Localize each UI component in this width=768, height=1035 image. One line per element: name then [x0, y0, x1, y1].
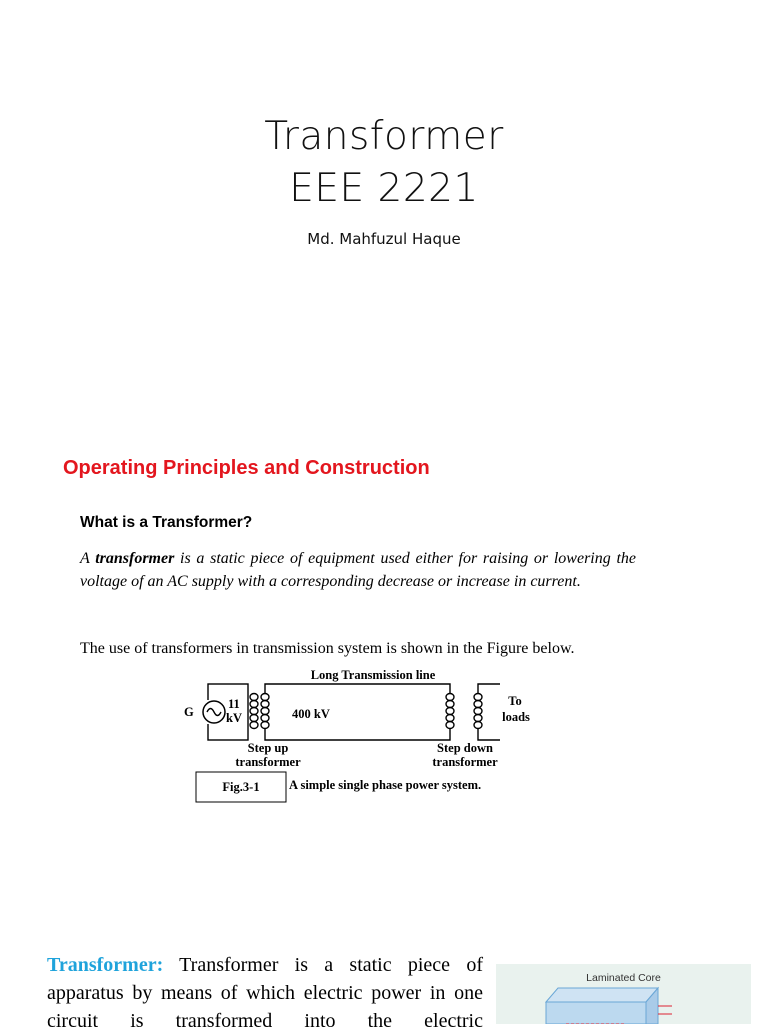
line-voltage: 400 kV: [292, 707, 330, 721]
fig-number: Fig.3-1: [222, 780, 260, 794]
slide-title: Transformer: [264, 114, 504, 159]
step-down-coil-icon: [446, 694, 482, 729]
loads-label-top: To: [508, 694, 522, 708]
definition-text: is a static piece of equipment used either for raising or lowering the voltage of an AC supply with a corresponding decrease or increase in current.: [80, 550, 637, 590]
step-down-label-line1: Step down: [437, 741, 493, 755]
definition-paragraph: [80, 548, 636, 593]
generator-label: G: [184, 705, 194, 719]
question-heading: What is a Transformer?: [80, 514, 253, 531]
loads-label-bottom: loads: [502, 710, 530, 724]
power-system-figure: [170, 664, 550, 809]
source-voltage-bottom: kV: [226, 711, 242, 725]
course-code: EEE 2221: [289, 166, 479, 211]
use-sentence: The use of transformers in transmission system is shown in the Figure below.: [80, 640, 575, 657]
definition-term: transformer: [95, 550, 175, 567]
transformer-term: Transformer:: [47, 954, 164, 976]
section-heading: Operating Principles and Construction: [63, 457, 430, 479]
step-up-label-line2: transformer: [235, 755, 301, 769]
core-label: Laminated Core: [586, 972, 661, 984]
transformer-definition-paragraph: [47, 951, 483, 1035]
author-name: Md. Mahfuzul Haque: [307, 230, 461, 248]
transformer-text: Transformer is a static piece of apparatus by means of which electric power in one circuit is transformed into the electric: [47, 954, 483, 1032]
source-voltage-top: 11: [228, 697, 240, 711]
line-label: Long Transmission line: [310, 668, 436, 682]
step-up-coil-icon: [250, 694, 269, 729]
step-down-label-line2: transformer: [432, 755, 498, 769]
fig-caption: A simple single phase power system.: [289, 778, 482, 792]
definition-prefix: A: [80, 550, 96, 567]
step-up-label-line1: Step up: [247, 741, 289, 755]
